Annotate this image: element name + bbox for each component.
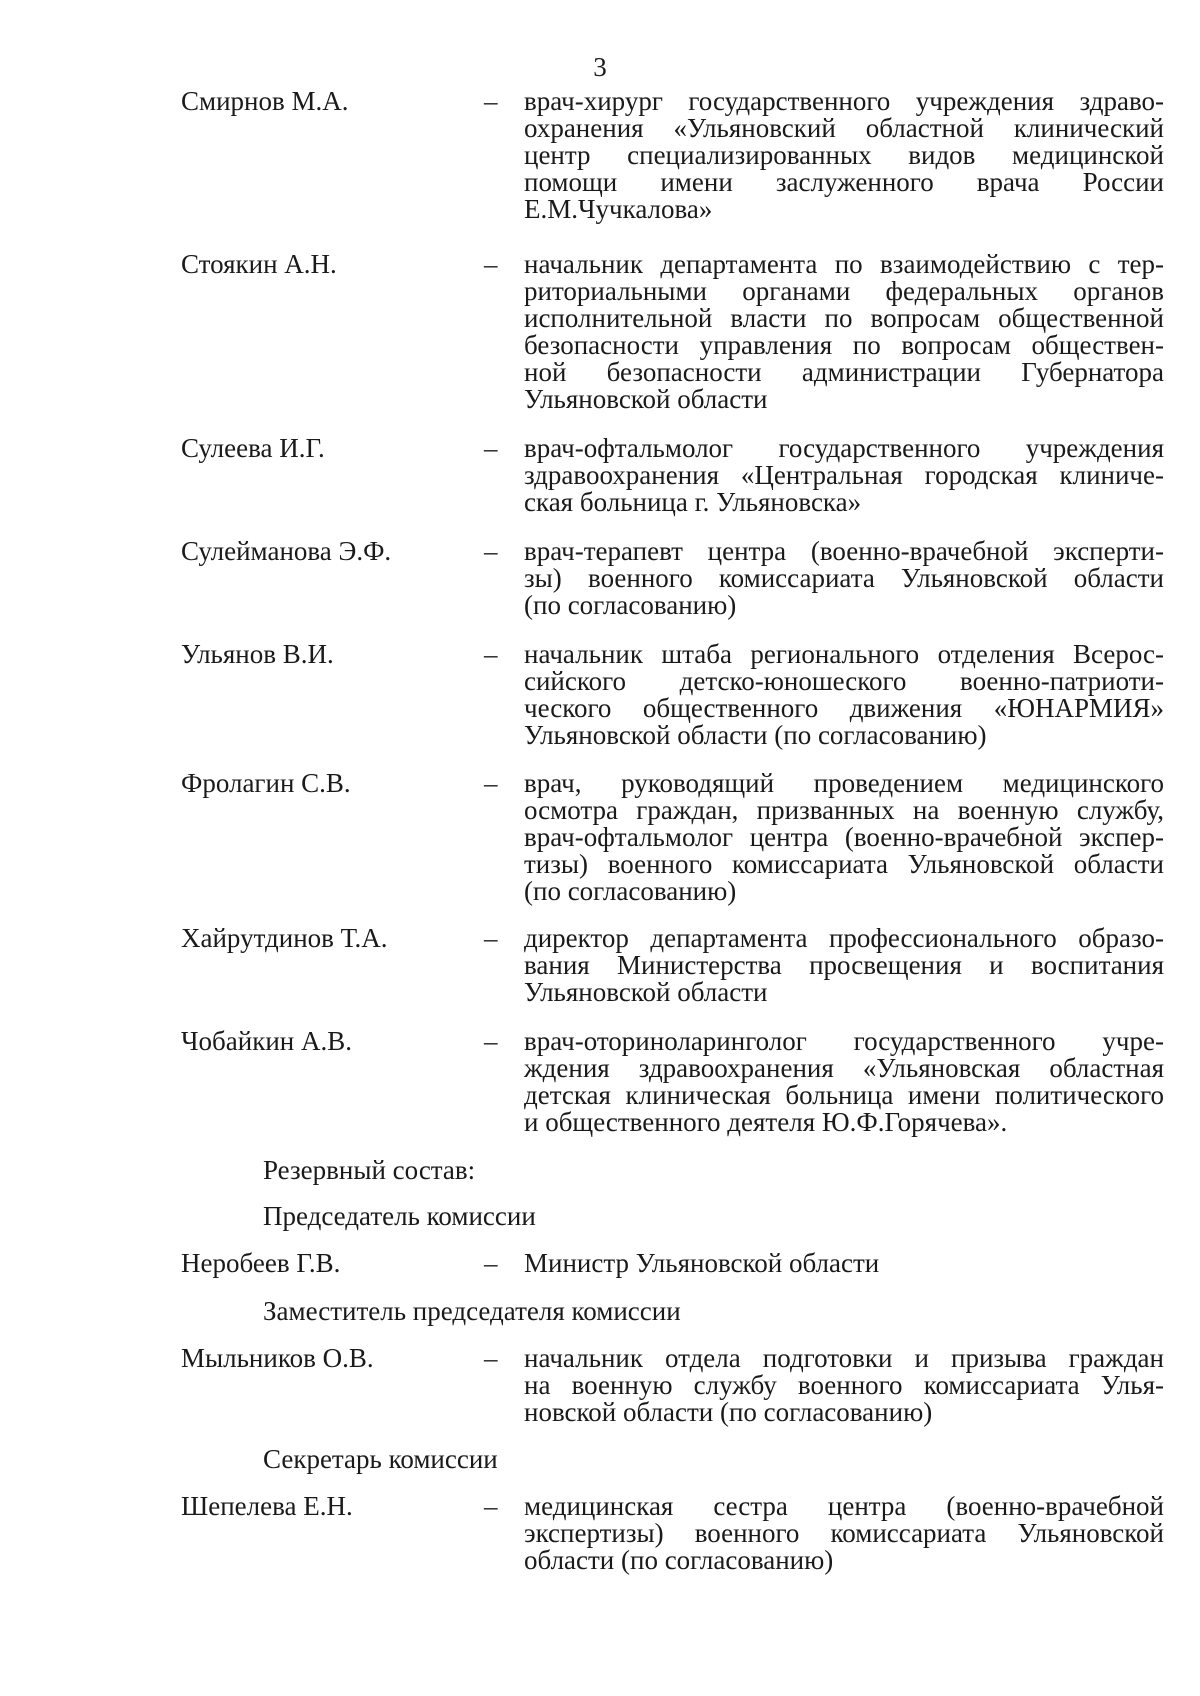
member-name: Чобайкин А.В.	[181, 1026, 352, 1056]
member-name: Ульянов В.И.	[181, 639, 334, 669]
member-dash: –	[484, 923, 498, 953]
member-position	[524, 88, 1164, 223]
position-line: зы) военного комиссариата Ульяновской области	[524, 563, 1164, 593]
member-dash: –	[484, 1343, 498, 1373]
position-line: Министр Ульяновской области	[524, 1248, 880, 1278]
member-name: Шепелева Е.Н.	[181, 1491, 353, 1521]
position-line: ская больница г. Ульяновска»	[524, 487, 862, 517]
position-line: директор департамента профессионального образо-	[524, 923, 1164, 953]
member-dash: –	[484, 1491, 498, 1521]
position-line: сийского детско-юношеского военно-патриоти-	[524, 666, 1164, 696]
position-line: ждения здравоохранения «Ульяновская областная	[524, 1053, 1164, 1083]
member-dash: –	[484, 639, 498, 669]
position-line: врач, руководящий проведением медицинского	[524, 768, 1164, 798]
member-position	[524, 435, 1164, 516]
position-line: тизы) военного комиссариата Ульяновской области	[524, 849, 1164, 879]
member-dash: –	[484, 1248, 498, 1278]
position-line: врач-оториноларинголог государственного учре-	[524, 1026, 1164, 1056]
secretary-heading: Секретарь комиссии	[263, 1444, 498, 1474]
position-line: здравоохранения «Центральная городская клиниче-	[524, 460, 1164, 490]
position-line: медицинская сестра центра (военно-врачебной	[524, 1491, 1164, 1521]
position-line: Ульяновской области (по согласованию)	[524, 720, 987, 750]
member-position	[524, 251, 1164, 413]
member-dash: –	[484, 1026, 498, 1056]
position-line: осмотра граждан, призванных на военную службу,	[524, 795, 1164, 825]
page-number: 3	[593, 52, 607, 82]
member-name: Хайрутдинов Т.А.	[181, 923, 388, 953]
member-dash: –	[484, 249, 498, 279]
position-line: экспертизы) военного комиссариата Ульяновской	[524, 1518, 1164, 1548]
position-line: риториальными органами федеральных органов	[524, 276, 1164, 306]
position-line: вания Министерства просвещения и воспитания	[524, 950, 1164, 980]
member-position	[524, 770, 1164, 905]
member-position	[524, 925, 1164, 1006]
position-line: Е.М.Чучкалова»	[524, 194, 713, 224]
member-position	[524, 641, 1164, 749]
position-line: охранения «Ульяновский областной клинический	[524, 113, 1164, 143]
member-name: Неробеев Г.В.	[181, 1248, 341, 1278]
position-line: новской области (по согласованию)	[524, 1397, 933, 1427]
position-line: ной безопасности администрации Губернатора	[524, 357, 1164, 387]
position-line: врач-терапевт центра (военно-врачебной эксперти-	[524, 536, 1164, 566]
member-dash: –	[484, 86, 498, 116]
member-name: Сулеева И.Г.	[181, 433, 325, 463]
member-position	[524, 1493, 1164, 1574]
member-name: Фролагин С.В.	[181, 768, 351, 798]
position-line: Ульяновской области	[524, 384, 768, 414]
position-line: начальник штаба регионального отделения Всерос-	[524, 639, 1164, 669]
member-dash: –	[484, 536, 498, 566]
position-line: центр специализированных видов медицинской	[524, 140, 1164, 170]
position-line: начальник департамента по взаимодействию с тер-	[524, 249, 1164, 279]
position-line: и общественного деятеля Ю.Ф.Горячева».	[524, 1107, 1008, 1137]
member-position	[524, 1028, 1164, 1136]
deputy-heading: Заместитель председателя комиссии	[263, 1296, 681, 1326]
member-name: Смирнов М.А.	[181, 86, 349, 116]
member-name: Стоякин А.Н.	[181, 249, 337, 279]
member-dash: –	[484, 768, 498, 798]
member-name: Мыльников О.В.	[181, 1343, 374, 1373]
position-line: начальник отдела подготовки и призыва граждан	[524, 1343, 1164, 1373]
position-line: области (по согласованию)	[524, 1545, 834, 1575]
position-line: врач-офтальмолог центра (военно-врачебной экспер-	[524, 822, 1164, 852]
position-line: детская клиническая больница имени политического	[524, 1080, 1164, 1110]
position-line: врач-хирург государственного учреждения здраво-	[524, 86, 1164, 116]
position-line: помощи имени заслуженного врача России	[524, 167, 1164, 197]
position-line: безопасности управления по вопросам обществен-	[524, 330, 1164, 360]
reserve-heading: Резервный состав:	[263, 1155, 476, 1185]
position-line: Ульяновской области	[524, 977, 768, 1007]
member-dash: –	[484, 433, 498, 463]
position-line: ческого общественного движения «ЮНАРМИЯ»	[524, 693, 1164, 723]
position-line: врач-офтальмолог государственного учреждения	[524, 433, 1164, 463]
member-position	[524, 538, 1164, 619]
member-name: Сулейманова Э.Ф.	[181, 536, 392, 566]
position-line: (по согласованию)	[524, 876, 737, 906]
member-position	[524, 1250, 1164, 1277]
position-line: исполнительной власти по вопросам общественной	[524, 303, 1164, 333]
chairman-heading: Председатель комиссии	[263, 1201, 536, 1231]
member-position	[524, 1345, 1164, 1426]
position-line: на военную службу военного комиссариата Улья-	[524, 1370, 1164, 1400]
position-line: (по согласованию)	[524, 590, 737, 620]
